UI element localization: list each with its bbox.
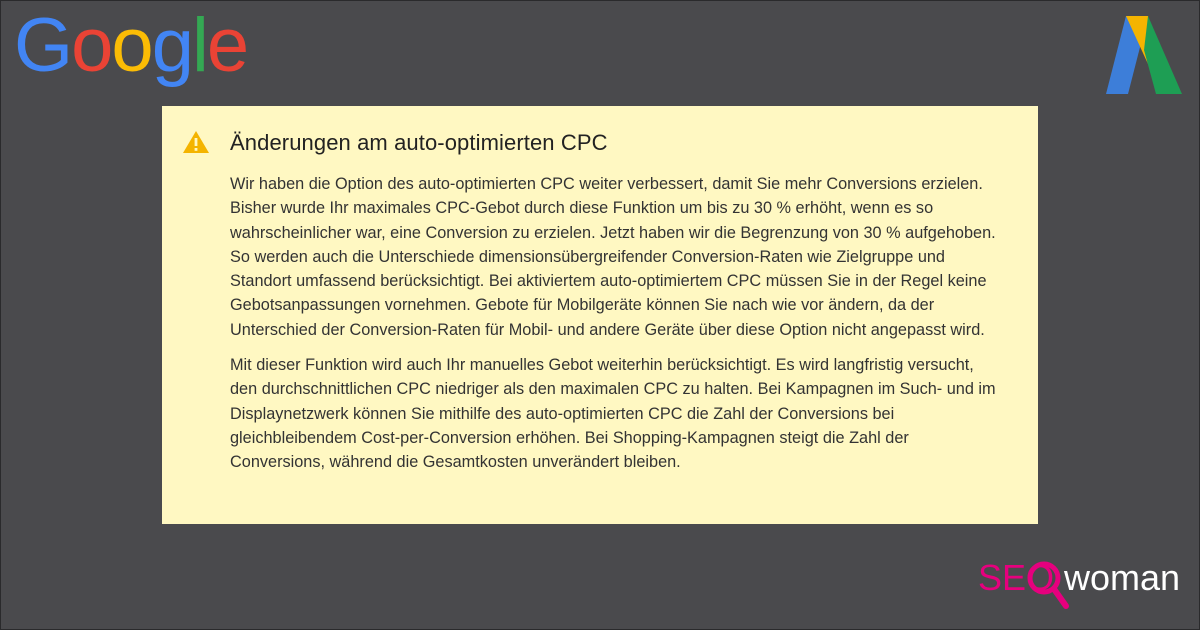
google-logo-letter: l bbox=[191, 3, 207, 88]
google-logo-letter: e bbox=[206, 3, 248, 88]
seowoman-logo-seo: SEO bbox=[978, 557, 1055, 598]
google-logo-letter: G bbox=[14, 3, 72, 88]
notice-paragraph: Mit dieser Funktion wird auch Ihr manuelles Gebot weiterhin berücksichtigt. Es wird langfristig versucht, den durchschnittlichen CPC niedriger als den maximalen CPC zu halten. Bei Kampagnen im Such- und im Displaynetzwerk können Sie mithilfe des auto-optimierten CPC die Zahl der Conversions bei gleichbleibendem Cost-per-Conversion erhöhen. Bei Shopping-Kampagnen steigt die Zahl der Conversions, während die Gesamtkosten unverändert bleiben. bbox=[230, 356, 996, 472]
google-logo-letter: g bbox=[151, 3, 192, 88]
notice-title: Änderungen am auto-optimierten CPC bbox=[230, 130, 608, 155]
google-logo-letter: o bbox=[71, 3, 112, 88]
notice-body bbox=[230, 172, 1000, 486]
notice-box bbox=[162, 106, 1038, 524]
ads-logo-green-shape bbox=[1144, 16, 1182, 94]
notice-paragraph: Wir haben die Option des auto-optimierten CPC weiter verbessert, damit Sie mehr Conversions erzielen. Bisher wurde Ihr maximales CPC-Gebot durch diese Funktion um bis zu 30 % erhöht, wenn es so wahrscheinlicher war, eine Conversion zu erzielen. Jetzt haben wir die Begrenzung von 30 % aufgehoben. So werden auch die Unterschiede dimensionsübergreifender Conversion-Raten wie Zielgruppe und Standort umfassend berücksichtigt. Bei aktiviertem auto-optimiertem CPC müssen Sie in der Regel keine Gebotsanpassungen vornehmen. Gebote für Mobilgeräte können Sie nach wie vor ändern, da der Unterschied der Conversion-Raten für Mobil- und andere Geräte über diese Option nicht angepasst wird. bbox=[230, 175, 996, 339]
google-logo bbox=[14, 3, 248, 88]
warning-icon bbox=[182, 130, 210, 154]
google-logo-letter: o bbox=[111, 3, 152, 88]
seowoman-logo-woman: woman bbox=[1064, 557, 1181, 598]
google-ads-logo bbox=[1104, 14, 1184, 96]
